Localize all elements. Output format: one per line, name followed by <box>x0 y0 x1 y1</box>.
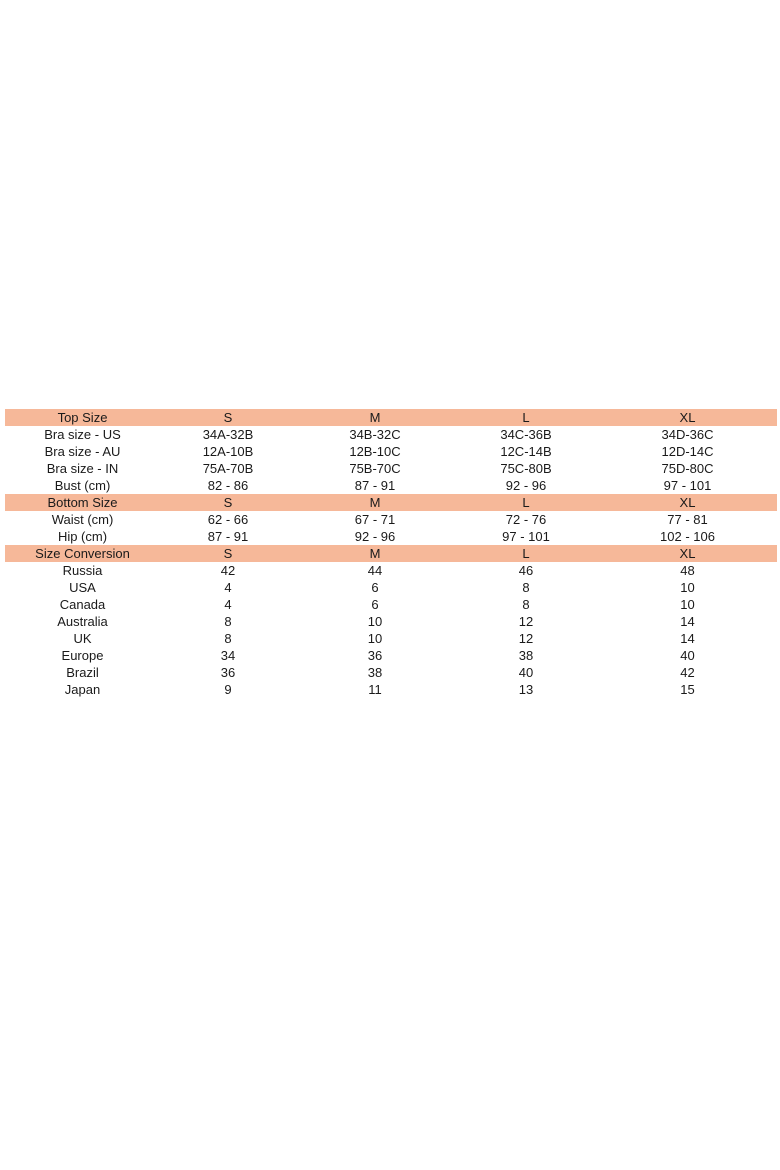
size-conversion-table-row <box>5 596 777 613</box>
row-label: Bra size - US <box>44 427 121 442</box>
cell-size-s: 75A-70B <box>202 461 254 476</box>
cell-size-l: 12 <box>518 631 534 646</box>
cell-size-s: 42 <box>220 563 236 578</box>
cell-size-m: 67 - 71 <box>354 512 396 527</box>
top-size-table-row <box>5 477 777 494</box>
cell-size-s: 4 <box>224 597 232 612</box>
cell-size-l: 92 - 96 <box>505 478 547 493</box>
cell-size-l: 8 <box>522 580 530 595</box>
cell-size-s: 82 - 86 <box>207 478 249 493</box>
cell-size-m: 6 <box>371 580 379 595</box>
cell-size-l: 34C-36B <box>500 427 552 442</box>
cell-size-l: 12 <box>518 614 534 629</box>
bottom-size-header-size-xl: XL <box>679 495 696 510</box>
row-label: Bra size - IN <box>46 461 119 476</box>
size-conversion-table-row <box>5 630 777 647</box>
row-label: Hip (cm) <box>57 529 108 544</box>
cell-size-m: 12B-10C <box>349 444 401 459</box>
row-label: Bust (cm) <box>54 478 111 493</box>
size-conversion-header-size-m: M <box>369 546 381 561</box>
row-label: Canada <box>59 597 106 612</box>
size-conversion-header-size-s: S <box>223 546 233 561</box>
row-label: Japan <box>64 682 101 697</box>
cell-size-xl: 102 - 106 <box>660 529 715 544</box>
cell-size-s: 8 <box>224 614 232 629</box>
cell-size-m: 38 <box>367 665 383 680</box>
row-label: UK <box>73 631 92 646</box>
top-size-header-label: Top Size <box>57 410 108 425</box>
cell-size-s: 4 <box>224 580 232 595</box>
cell-size-m: 87 - 91 <box>354 478 396 493</box>
row-label: Brazil <box>66 665 99 680</box>
bottom-size-header-size-m: M <box>369 495 381 510</box>
cell-size-xl: 10 <box>680 580 695 595</box>
cell-size-l: 72 - 76 <box>505 512 547 527</box>
bottom-size-header-row <box>5 494 777 511</box>
cell-size-l: 97 - 101 <box>502 529 550 544</box>
bottom-size-header-size-l: L <box>522 495 530 510</box>
top-size-header-size-s: S <box>223 410 233 425</box>
cell-size-l: 13 <box>518 682 534 697</box>
row-label: Waist (cm) <box>51 512 114 527</box>
cell-size-s: 34A-32B <box>202 427 254 442</box>
cell-size-xl: 12D-14C <box>661 444 714 459</box>
cell-size-m: 10 <box>367 631 383 646</box>
bottom-size-header-size-s: S <box>223 495 233 510</box>
cell-size-l: 46 <box>518 563 534 578</box>
size-conversion-table-row <box>5 664 777 681</box>
cell-size-xl: 10 <box>680 597 695 612</box>
row-label: Russia <box>62 563 103 578</box>
cell-size-xl: 14 <box>680 631 695 646</box>
cell-size-s: 34 <box>220 648 236 663</box>
cell-size-s: 87 - 91 <box>207 529 249 544</box>
cell-size-l: 12C-14B <box>500 444 552 459</box>
cell-size-m: 75B-70C <box>349 461 401 476</box>
top-size-table-row <box>5 460 777 477</box>
top-size-header-size-m: M <box>369 410 381 425</box>
cell-size-l: 40 <box>518 665 534 680</box>
size-conversion-table-row <box>5 681 777 698</box>
row-label: Australia <box>57 614 108 629</box>
cell-size-s: 62 - 66 <box>207 512 249 527</box>
cell-size-xl: 77 - 81 <box>667 512 708 527</box>
row-label: USA <box>69 580 96 595</box>
bottom-size-table-row <box>5 511 777 528</box>
top-size-table-row <box>5 426 777 443</box>
cell-size-xl: 97 - 101 <box>663 478 712 493</box>
row-label: Europe <box>61 648 104 663</box>
top-size-header-size-l: L <box>522 410 530 425</box>
cell-size-xl: 15 <box>680 682 695 697</box>
cell-size-l: 75C-80B <box>500 461 552 476</box>
size-chart-table <box>5 409 777 698</box>
cell-size-l: 38 <box>518 648 534 663</box>
cell-size-s: 36 <box>220 665 236 680</box>
bottom-size-header-label: Bottom Size <box>47 495 118 510</box>
cell-size-s: 9 <box>224 682 232 697</box>
size-conversion-header-label: Size Conversion <box>35 546 130 561</box>
cell-size-xl: 42 <box>680 665 695 680</box>
bottom-size-table-row <box>5 528 777 545</box>
cell-size-m: 34B-32C <box>349 427 401 442</box>
cell-size-xl: 34D-36C <box>661 427 714 442</box>
size-conversion-table-row <box>5 562 777 579</box>
cell-size-m: 36 <box>367 648 383 663</box>
cell-size-m: 92 - 96 <box>354 529 396 544</box>
row-label: Bra size - AU <box>44 444 121 459</box>
cell-size-l: 8 <box>522 597 530 612</box>
cell-size-xl: 40 <box>680 648 695 663</box>
size-conversion-table-row <box>5 579 777 596</box>
size-conversion-table-row <box>5 613 777 630</box>
cell-size-xl: 14 <box>680 614 695 629</box>
cell-size-m: 11 <box>368 682 382 697</box>
cell-size-xl: 75D-80C <box>661 461 714 476</box>
size-conversion-header-size-xl: XL <box>679 546 696 561</box>
cell-size-s: 8 <box>224 631 232 646</box>
cell-size-s: 12A-10B <box>202 444 254 459</box>
cell-size-m: 6 <box>371 597 379 612</box>
cell-size-m: 10 <box>367 614 383 629</box>
top-size-header-size-xl: XL <box>679 410 696 425</box>
top-size-table-row <box>5 443 777 460</box>
size-conversion-header-row <box>5 545 777 562</box>
top-size-header-row <box>5 409 777 426</box>
cell-size-m: 44 <box>367 563 383 578</box>
size-conversion-header-size-l: L <box>522 546 530 561</box>
size-conversion-table-row <box>5 647 777 664</box>
cell-size-xl: 48 <box>680 563 695 578</box>
